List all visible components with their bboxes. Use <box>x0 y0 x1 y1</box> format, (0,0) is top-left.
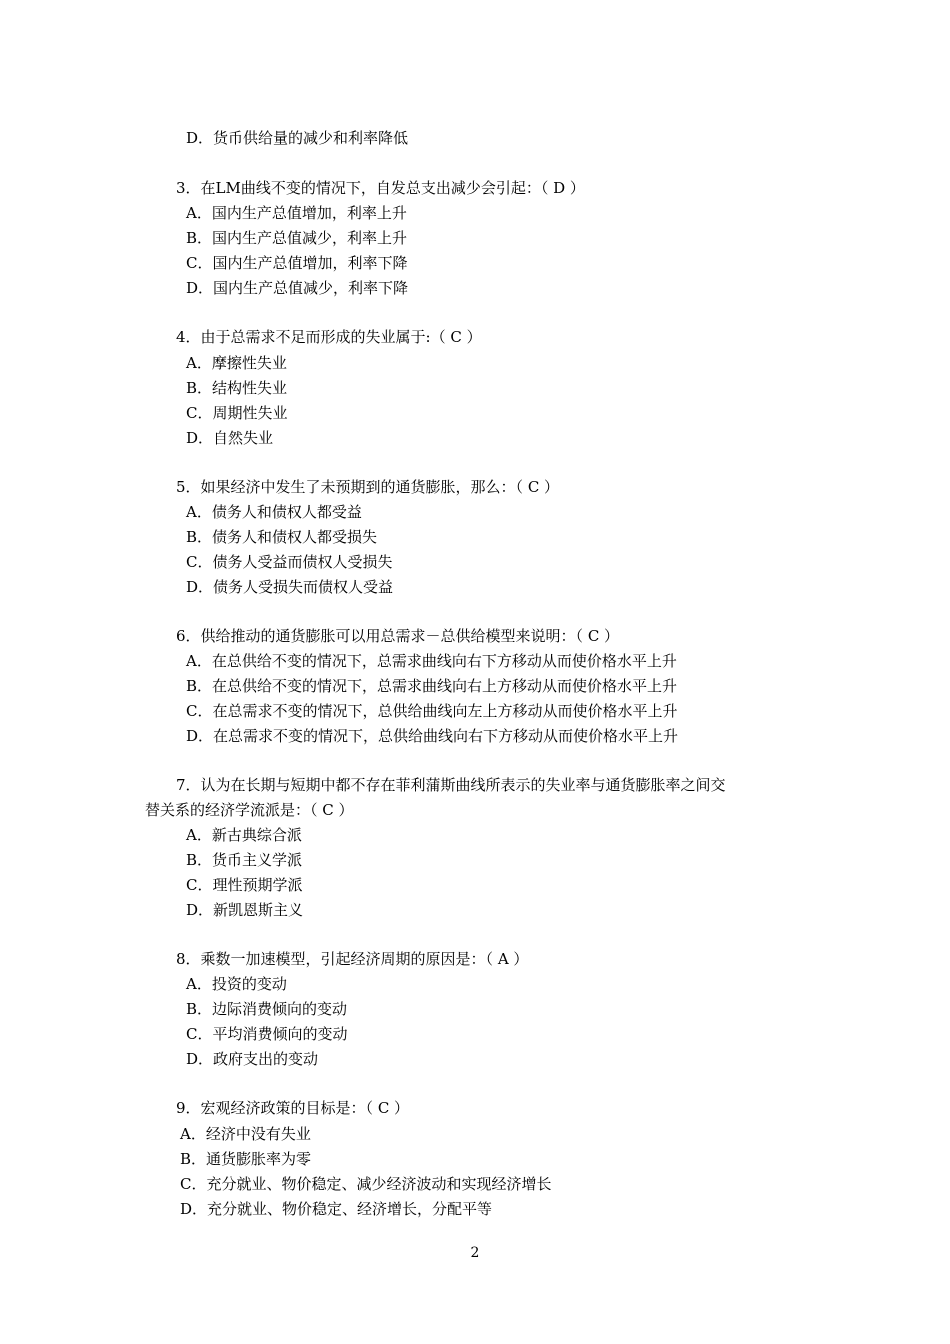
option-line: C．周期性失业 <box>186 404 288 422</box>
question-5: 5．如果经济中发生了未预期到的通货膨胀，那么：（ C ） <box>176 478 560 496</box>
option-line: A．国内生产总值增加，利率上升 <box>186 204 407 222</box>
option-line: C．在总需求不变的情况下，总供给曲线向左上方移动从而使价格水平上升 <box>186 702 678 720</box>
option-line: D．在总需求不变的情况下，总供给曲线向右下方移动从而使价格水平上升 <box>186 727 679 745</box>
option-line: D．新凯恩斯主义 <box>186 901 304 919</box>
question-7: 7．认为在长期与短期中都不存在菲利蒲斯曲线所表示的失业率与通货膨胀率之间交 <box>176 776 726 794</box>
question-6: 6．供给推动的通货膨胀可以用总需求－总供给模型来说明：（ C ） <box>176 627 620 645</box>
option-line: B．货币主义学派 <box>186 851 303 869</box>
option-line: A．摩擦性失业 <box>186 354 287 372</box>
question-9: 9．宏观经济政策的目标是：（ C ） <box>176 1099 410 1117</box>
option-line: C．债务人受益而债权人受损失 <box>186 553 393 571</box>
question-3: 3．在LM曲线不变的情况下，自发总支出减少会引起：（ D ） <box>176 179 585 197</box>
option-line: C．国内生产总值增加，利率下降 <box>186 254 408 272</box>
question-8: 8．乘数一加速模型，引起经济周期的原因是：（ A ） <box>176 950 529 968</box>
question-4: 4．由于总需求不足而形成的失业属于:（ C ） <box>176 328 482 346</box>
option-line: A．新古典综合派 <box>186 826 302 844</box>
option-line: D．政府支出的变动 <box>186 1050 319 1068</box>
option-line: D．国内生产总值减少，利率下降 <box>186 279 409 297</box>
option-line: C．理性预期学派 <box>186 876 303 894</box>
option-line: A．债务人和债权人都受益 <box>186 503 362 521</box>
option-line: A．在总供给不变的情况下，总需求曲线向右下方移动从而使价格水平上升 <box>186 652 677 670</box>
option-line: D．货币供给量的减少和利率降低 <box>186 129 409 147</box>
option-line: B．边际消费倾向的变动 <box>186 1000 348 1018</box>
option-line: A．经济中没有失业 <box>180 1125 311 1143</box>
option-line: D．债务人受损失而债权人受益 <box>186 578 394 596</box>
option-line: B．结构性失业 <box>186 379 288 397</box>
option-line: D．充分就业、物价稳定、经济增长，分配平等 <box>180 1200 493 1218</box>
page-number: 2 <box>470 1245 480 1261</box>
option-line: C．充分就业、物价稳定、减少经济波动和实现经济增长 <box>180 1175 552 1193</box>
question-7-continued: 替关系的经济学流派是：（ C ） <box>145 801 354 819</box>
option-line: A．投资的变动 <box>186 975 287 993</box>
option-line: B．国内生产总值减少，利率上升 <box>186 229 408 247</box>
option-line: B．在总供给不变的情况下，总需求曲线向右上方移动从而使价格水平上升 <box>186 677 678 695</box>
option-line: B．通货膨胀率为零 <box>180 1150 312 1168</box>
option-line: B．债务人和债权人都受损失 <box>186 528 378 546</box>
option-line: D．自然失业 <box>186 429 274 447</box>
option-line: C．平均消费倾向的变动 <box>186 1025 348 1043</box>
